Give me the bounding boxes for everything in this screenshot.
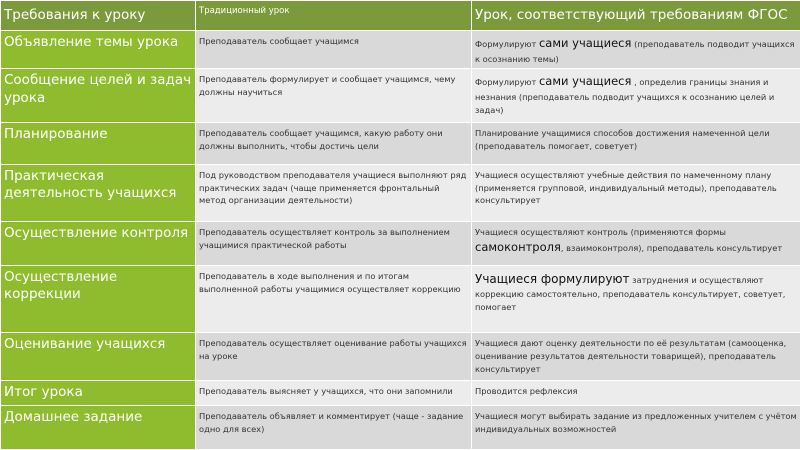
fgos-emphasis: сами учащиеся (538, 73, 632, 88)
fgos-emphasis: сами учащиеся (538, 36, 632, 50)
traditional-cell: Преподаватель сообщает учащимся, какую работу они должны выполнить, чтобы достичь цели (196, 123, 472, 165)
stage-cell: Оценивание учащихся (1, 332, 196, 380)
fgos-cell (472, 123, 800, 165)
fgos-text: (преподаватель подводит учащихся к осознанию темы) (475, 39, 795, 64)
header-traditional: Традиционный урок (196, 1, 472, 31)
fgos-text: Учащиеся дают оценку деятельности по её результатам (самооценка, оценивание результатов деятельности товарищей), преподаватель консультирует (475, 337, 787, 374)
stage-cell: Итог урока (1, 380, 196, 406)
fgos-text: затруднения и осуществляют коррекцию самостоятельно, преподаватель консультирует, советует, помогает (475, 274, 786, 313)
fgos-cell (472, 68, 800, 122)
stage-cell: Практическая деятельность учащихся (1, 164, 196, 221)
fgos-cell (472, 164, 800, 221)
fgos-text: Учащиеся осуществляют контроль (применяются формы (475, 227, 726, 238)
table-row (1, 123, 800, 165)
header-row (1, 1, 800, 31)
traditional-cell: Преподаватель выясняет у учащихся, что они запомнили (196, 380, 472, 406)
fgos-text: Формулируют (475, 39, 539, 49)
table-row (1, 265, 800, 332)
fgos-cell (472, 406, 800, 450)
fgos-text: Учащиеся могут выбирать задание из предложенных учителем с учётом индивидуальных возможностей (475, 411, 797, 435)
fgos-cell (472, 265, 800, 332)
header-requirements: Требования к уроку (1, 1, 196, 31)
table-row (1, 164, 800, 221)
stage-cell: Объявление темы урока (1, 31, 196, 69)
table-row (1, 68, 800, 122)
traditional-cell: Под руководством преподавателя учащиеся выполняют ряд практических задач (чаще применяется фронтальный метод организации деятельности) (196, 164, 472, 221)
table-row (1, 380, 800, 406)
traditional-cell: Преподаватель осуществляет оценивание работы учащихся на уроке (196, 332, 472, 380)
fgos-cell (472, 332, 800, 380)
fgos-text: , определив границы знания и незнания (преподаватель подводит учащихся к осознанию целей и задач) (475, 76, 775, 115)
table-row (1, 406, 800, 450)
header-fgos: Урок, соответствующий требованиям ФГОС (472, 1, 800, 31)
fgos-emphasis: Учащиеся формулируют (475, 271, 630, 286)
fgos-cell (472, 380, 800, 406)
traditional-cell: Преподаватель осуществляет контроль за выполнением учащимися практической работы (196, 222, 472, 266)
stage-cell: Сообщение целей и задач урока (1, 68, 196, 122)
traditional-cell: Преподаватель формулирует и сообщает учащимся, чему должны научиться (196, 68, 472, 122)
table-row (1, 31, 800, 69)
fgos-text: Планирование учащимися способов достижения намеченной цели (преподаватель помогает, советует) (475, 128, 770, 152)
fgos-emphasis: самоконтроля (475, 240, 561, 255)
stage-cell: Планирование (1, 123, 196, 165)
stage-cell: Домашнее задание (1, 406, 196, 450)
stage-cell: Осуществление коррекции (1, 265, 196, 332)
table-row (1, 332, 800, 380)
fgos-cell (472, 31, 800, 69)
fgos-text: , взаимоконтроля), преподаватель консультирует (560, 243, 783, 254)
fgos-text: Учащиеся осуществляют учебные действия по намеченному плану (применяется групповой, индивидуальный методы), преподаватель консультирует (475, 169, 777, 206)
traditional-cell: Преподаватель в ходе выполнения и по итогам выполненной работы учащимися осуществляет коррекцию (196, 265, 472, 332)
table-row (1, 222, 800, 266)
fgos-cell (472, 222, 800, 266)
fgos-text: Формулируют (475, 76, 539, 87)
fgos-text: Проводится рефлексия (475, 385, 578, 396)
traditional-cell: Преподаватель сообщает учащимся (196, 31, 472, 69)
traditional-cell: Преподаватель объявляет и комментирует (чаще - задание одно для всех) (196, 406, 472, 450)
stage-cell: Осуществление контроля (1, 222, 196, 266)
